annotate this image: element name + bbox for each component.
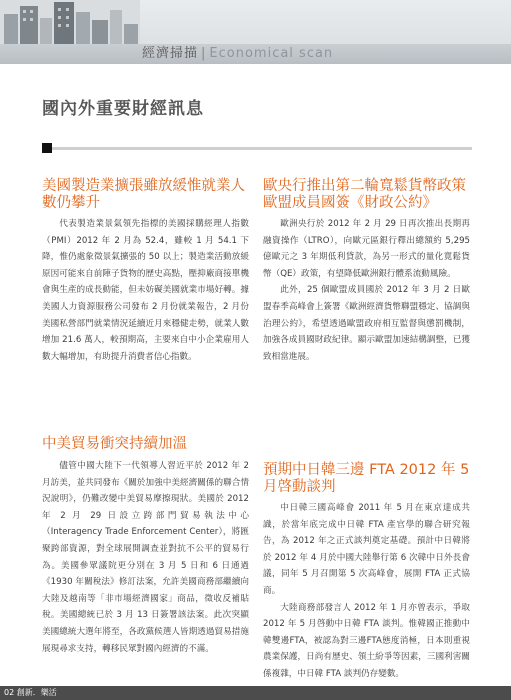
section-title-en: Economical scan: [209, 46, 334, 61]
article-body-cjk-fta: [263, 500, 470, 683]
article-paragraph: 大陸商務部發言人 2012 年 1 月亦曾表示，爭取 2012 年 5 月啓動中日韓 FTA 談判。惟韓國正推動中韓雙邊FTA，被認為對三邊FTA態度消極，日本則重視農業保護，日尚有歷史、領土紛爭等因素，三國利害關係複雜，中日韓 FTA 談判仍存變數。: [263, 602, 470, 679]
footer-bar: [0, 686, 511, 700]
section-title-separator: |: [201, 46, 207, 61]
footer-page-label: 02 創新．樂活: [4, 688, 57, 697]
article-paragraph: 儘管中國大陸下一代領導人習近平於 2012 年 2 月訪美，並共同發布《關於加強中美經濟關係的聯合情況說明》，仍難改變中美貿易摩擦現狀。美國於 2012 年 2 月 29 日設立跨部門貿易執法中心（Interagency Trade Enforcement Center），將匯聚跨部資源，對全球展開調查並對抗不公平的貿易行為。美國參眾議院更分別在 3 月 5 日和 6 日通過《1930 年關稅法》修訂法案，允許美國商務部繼續向大陸及越南等「非市場經濟國家」商品，徵收反補貼稅。美國總統已於 3 月 13 日簽署該法案。此次突顯美國總統大選年將至，各政黨候選人皆期透過貿易措施展現尋求支持，轉移民眾對國內經濟的不滿。: [42, 461, 249, 654]
article-title-ecb-easing: 歐央行推出第二輪寬鬆貨幣政策 歐盟成員國簽《財政公約》: [263, 178, 466, 211]
article-title-cjk-fta: 預期中日韓三邊 FTA 2012 年 5 月啓動談判: [263, 462, 470, 495]
page-title: 國內外重要財經訊息: [42, 99, 204, 119]
article-paragraph: 中日韓三國高峰會 2011 年 5 月在東京達成共識，於當年底完成中日韓 FTA 產官學的聯合研究報告，為 2012 年之正式談判奠定基礎。預計中日韓將於 2012 年 4 月於中國大陸舉行第 6 次韓中日外長會議，同年 5 月召開第 5 次高峰會，展開 FTA 正式協商。: [263, 503, 470, 596]
heading-divider: [42, 147, 472, 150]
article-title-us-manufacturing: 美國製造業擴張雖放緩惟就業人數仍攀升: [42, 178, 245, 211]
article-body-us-china-trade: [42, 458, 249, 657]
article-title-us-china-trade: 中美貿易衝突持續加溫: [42, 436, 187, 452]
section-title-cn: 經濟掃描: [142, 46, 199, 61]
article-body-ecb-easing: [263, 216, 470, 365]
article-body-us-manufacturing: [42, 216, 249, 365]
section-title: [142, 44, 333, 64]
article-paragraph: 歐洲央行於 2012 年 2 月 29 日再次推出長期再融資操作（LTRO），向歐元區銀行釋出總額約 5,295 億歐元之 3 年期低利貸款，為另一形式的量化寬鬆貨幣（QE）政策，有望降低歐洲銀行體系流動風險。: [263, 219, 470, 279]
header-banner: [0, 0, 511, 64]
article-paragraph: 此外，25 個歐盟成員國於 2012 年 3 月 2 日歐盟春季高峰會上簽署《歐洲經濟貨幣聯盟穩定、協調與治理公約》，希望透過歐盟政府相互監督與懲罰機制，加強各成員國財政紀律。顯示歐盟加速結構調整，已獲致相當進展。: [263, 285, 470, 362]
article-paragraph: 代表製造業景氣領先指標的美國採購經理人指數（PMI）2012 年 2 月為 52.4，雖較 1 月 54.1 下降，惟仍處象徵景氣擴張的 50 以上；製造業活動放緩原因可能來自前陣子貨物的歷史高點，壓抑廠商接單機會與生產的成長動能，但未妨礙美國就業市場好轉。據美國人力資源服務公司發布 2 月份就業報告，2 月份美國私營部門就業情況延續近月來穩健走勢，就業人數增加 21.6 萬人，較預期高，主要來自中小企業雇用人數大幅增加，有助提升消費者信心指數。: [42, 219, 249, 362]
heading-square-marker: [42, 143, 52, 153]
